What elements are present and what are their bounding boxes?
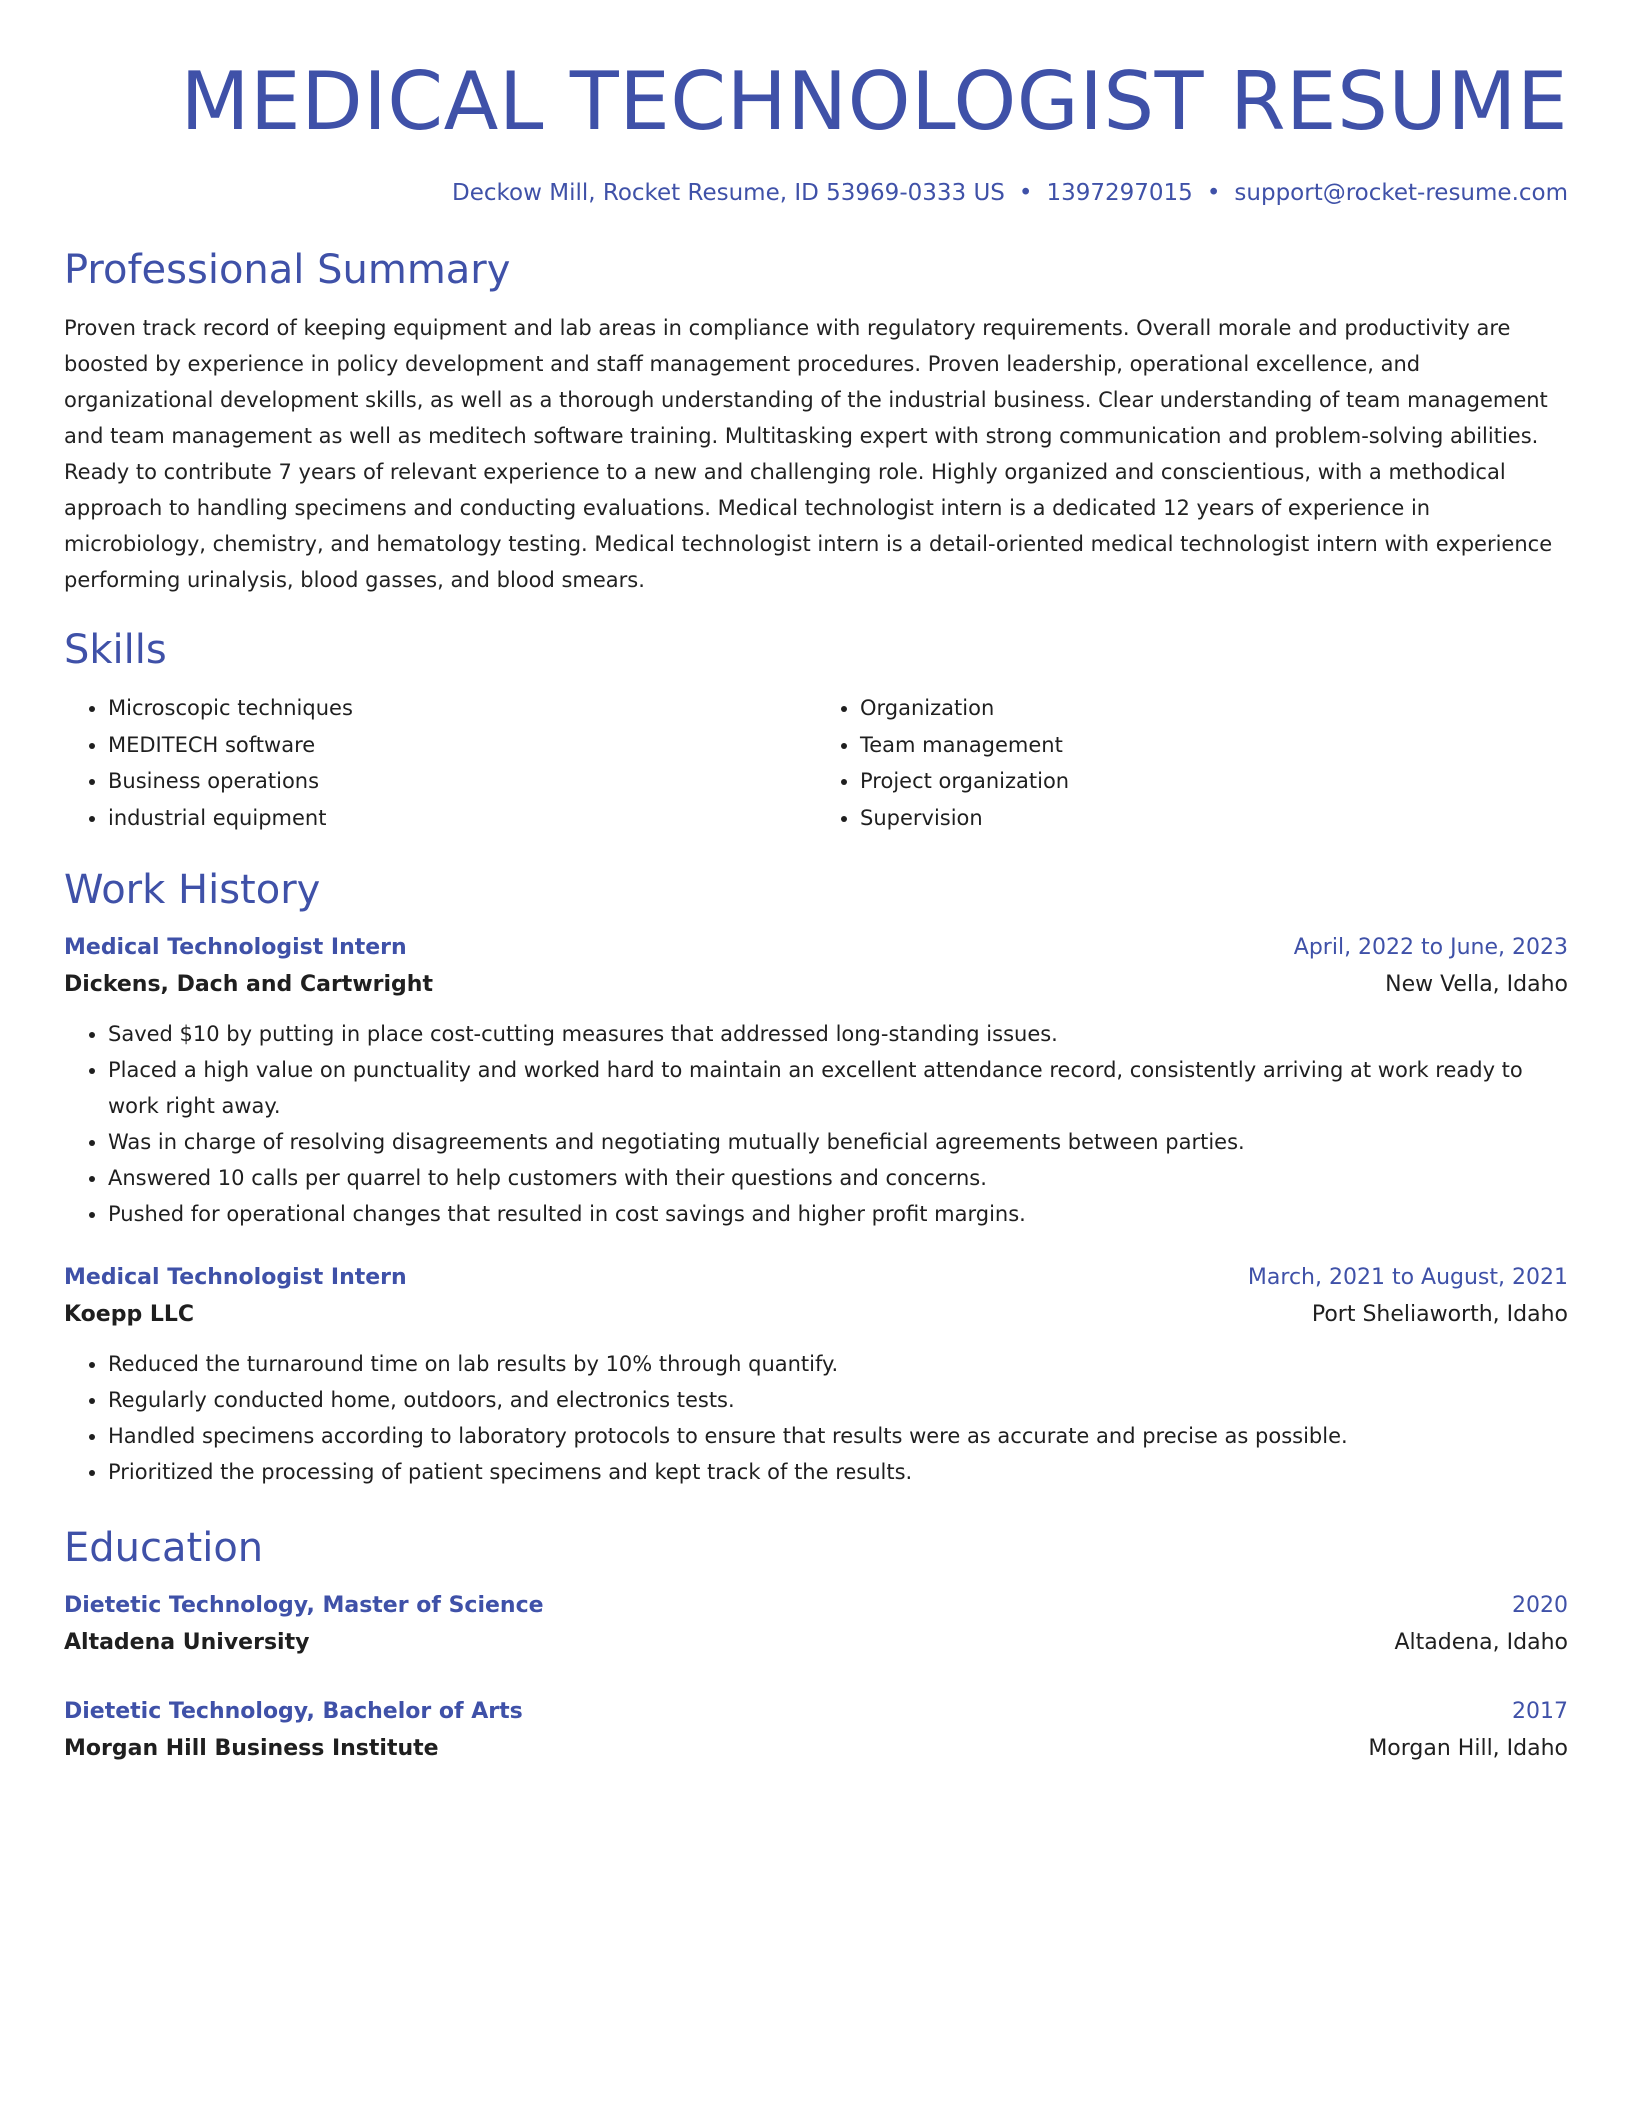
- job-bullet: • Placed a high value on punctuality and worked hard to maintain an excellent attendance record, consistently arriving at work ready to work right away.: [108, 1052, 1568, 1124]
- education-year: 2017: [1512, 1699, 1568, 1724]
- education-degree: Dietetic Technology, Bachelor of Arts: [64, 1699, 523, 1724]
- education-entry: [64, 1588, 1568, 1662]
- education-degree-row: [64, 1588, 1568, 1624]
- resume-title: MEDICAL TECHNOLOGIST RESUME: [180, 55, 1568, 148]
- section-heading-work: Work History: [64, 867, 321, 913]
- professional-summary-section: [64, 244, 1568, 598]
- education-school-row: [64, 1624, 1568, 1662]
- job-company: Koepp LLC: [64, 1302, 195, 1327]
- contact-phone: 1397297015: [1046, 180, 1193, 206]
- job-bullet: • Was in charge of resolving disagreements and negotiating mutually beneficial agreements between parties.: [108, 1124, 1568, 1160]
- job-bullet: • Answered 10 calls per quarrel to help customers with their questions and concerns.: [108, 1160, 1568, 1196]
- job-company: Dickens, Dach and Cartwright: [64, 972, 433, 997]
- education-location: Altadena, Idaho: [1394, 1630, 1568, 1655]
- job-bullet: • Saved $10 by putting in place cost-cutting measures that addressed long-standing issues.: [108, 1016, 1568, 1052]
- contact-separator: •: [1206, 180, 1221, 206]
- education-school: Altadena University: [64, 1630, 310, 1655]
- skill-item: • Project organization: [860, 763, 1568, 800]
- education-section: [64, 1522, 1568, 1768]
- job-title-row: [64, 1260, 1568, 1296]
- contact-email: support@rocket-resume.com: [1234, 180, 1568, 206]
- job-title-row: [64, 930, 1568, 966]
- skills-column-left: [64, 690, 816, 836]
- job-bullet: • Prioritized the processing of patient specimens and kept track of the results.: [108, 1454, 1568, 1490]
- job-bullet: • Handled specimens according to laboratory protocols to ensure that results were as accurate and precise as possible.: [108, 1418, 1568, 1454]
- section-heading-skills: Skills: [64, 627, 167, 673]
- summary-text: Proven track record of keeping equipment and lab areas in compliance with regulatory requirements. Overall morale and productivity are boosted by experience in policy development and staff management procedures. Proven leadership, operational excellence, and organizational development skills, as well as a thorough understanding of the industrial business. Clear understanding of team management and team management as well as meditech software training. Multitasking expert with strong communication and problem-solving abilities. Ready to contribute 7 years of relevant experience to a new and challenging role. Highly organized and conscientious, with a methodical approach to handling specimens and conducting evaluations. Medical technologist intern is a dedicated 12 years of experience in microbiology, chemistry, and hematology testing. Medical technologist intern is a detail-oriented medical technologist intern with experience performing urinalysis, blood gasses, and blood smears.: [64, 316, 1553, 592]
- section-heading-education: Education: [64, 1525, 264, 1571]
- job-location: New Vella, Idaho: [1385, 972, 1568, 997]
- skill-item: • industrial equipment: [108, 800, 816, 837]
- job-location: Port Sheliaworth, Idaho: [1311, 1302, 1568, 1327]
- education-school: Morgan Hill Business Institute: [64, 1736, 439, 1761]
- job-bullet: • Pushed for operational changes that resulted in cost savings and higher profit margins.: [108, 1196, 1568, 1232]
- job-bullet: • Reduced the turnaround time on lab results by 10% through quantify.: [108, 1346, 1568, 1382]
- job-role: Medical Technologist Intern: [64, 935, 407, 960]
- work-history-section: [64, 864, 1568, 1490]
- education-degree: Dietetic Technology, Master of Science: [64, 1593, 544, 1618]
- job-bullets: [64, 1346, 1568, 1490]
- job-dates: April, 2022 to June, 2023: [1293, 935, 1568, 960]
- education-degree-row: [64, 1694, 1568, 1730]
- skills-section: [64, 624, 1568, 836]
- job-bullets: [64, 1016, 1568, 1232]
- job-entry: [64, 1260, 1568, 1490]
- skill-item: • Supervision: [860, 800, 1568, 837]
- skills-grid: [64, 690, 1568, 836]
- resume-header: [64, 52, 1568, 208]
- job-company-row: [64, 966, 1568, 1004]
- education-year: 2020: [1512, 1593, 1568, 1618]
- job-entry: [64, 930, 1568, 1232]
- job-role: Medical Technologist Intern: [64, 1265, 407, 1290]
- skill-item: • Team management: [860, 727, 1568, 764]
- contact-line: [64, 178, 1568, 208]
- skill-item: • MEDITECH software: [108, 727, 816, 764]
- section-heading-summary: Professional Summary: [64, 247, 511, 293]
- skills-column-right: [816, 690, 1568, 836]
- job-bullet: • Regularly conducted home, outdoors, and electronics tests.: [108, 1382, 1568, 1418]
- contact-address: Deckow Mill, Rocket Resume, ID 53969-0333 US: [452, 180, 1005, 206]
- job-dates: March, 2021 to August, 2021: [1247, 1265, 1568, 1290]
- skill-item: • Business operations: [108, 763, 816, 800]
- education-location: Morgan Hill, Idaho: [1368, 1736, 1568, 1761]
- job-company-row: [64, 1296, 1568, 1334]
- education-school-row: [64, 1730, 1568, 1768]
- skill-item: • Organization: [860, 690, 1568, 727]
- skill-item: • Microscopic techniques: [108, 690, 816, 727]
- contact-separator: •: [1018, 180, 1033, 206]
- education-entry: [64, 1694, 1568, 1768]
